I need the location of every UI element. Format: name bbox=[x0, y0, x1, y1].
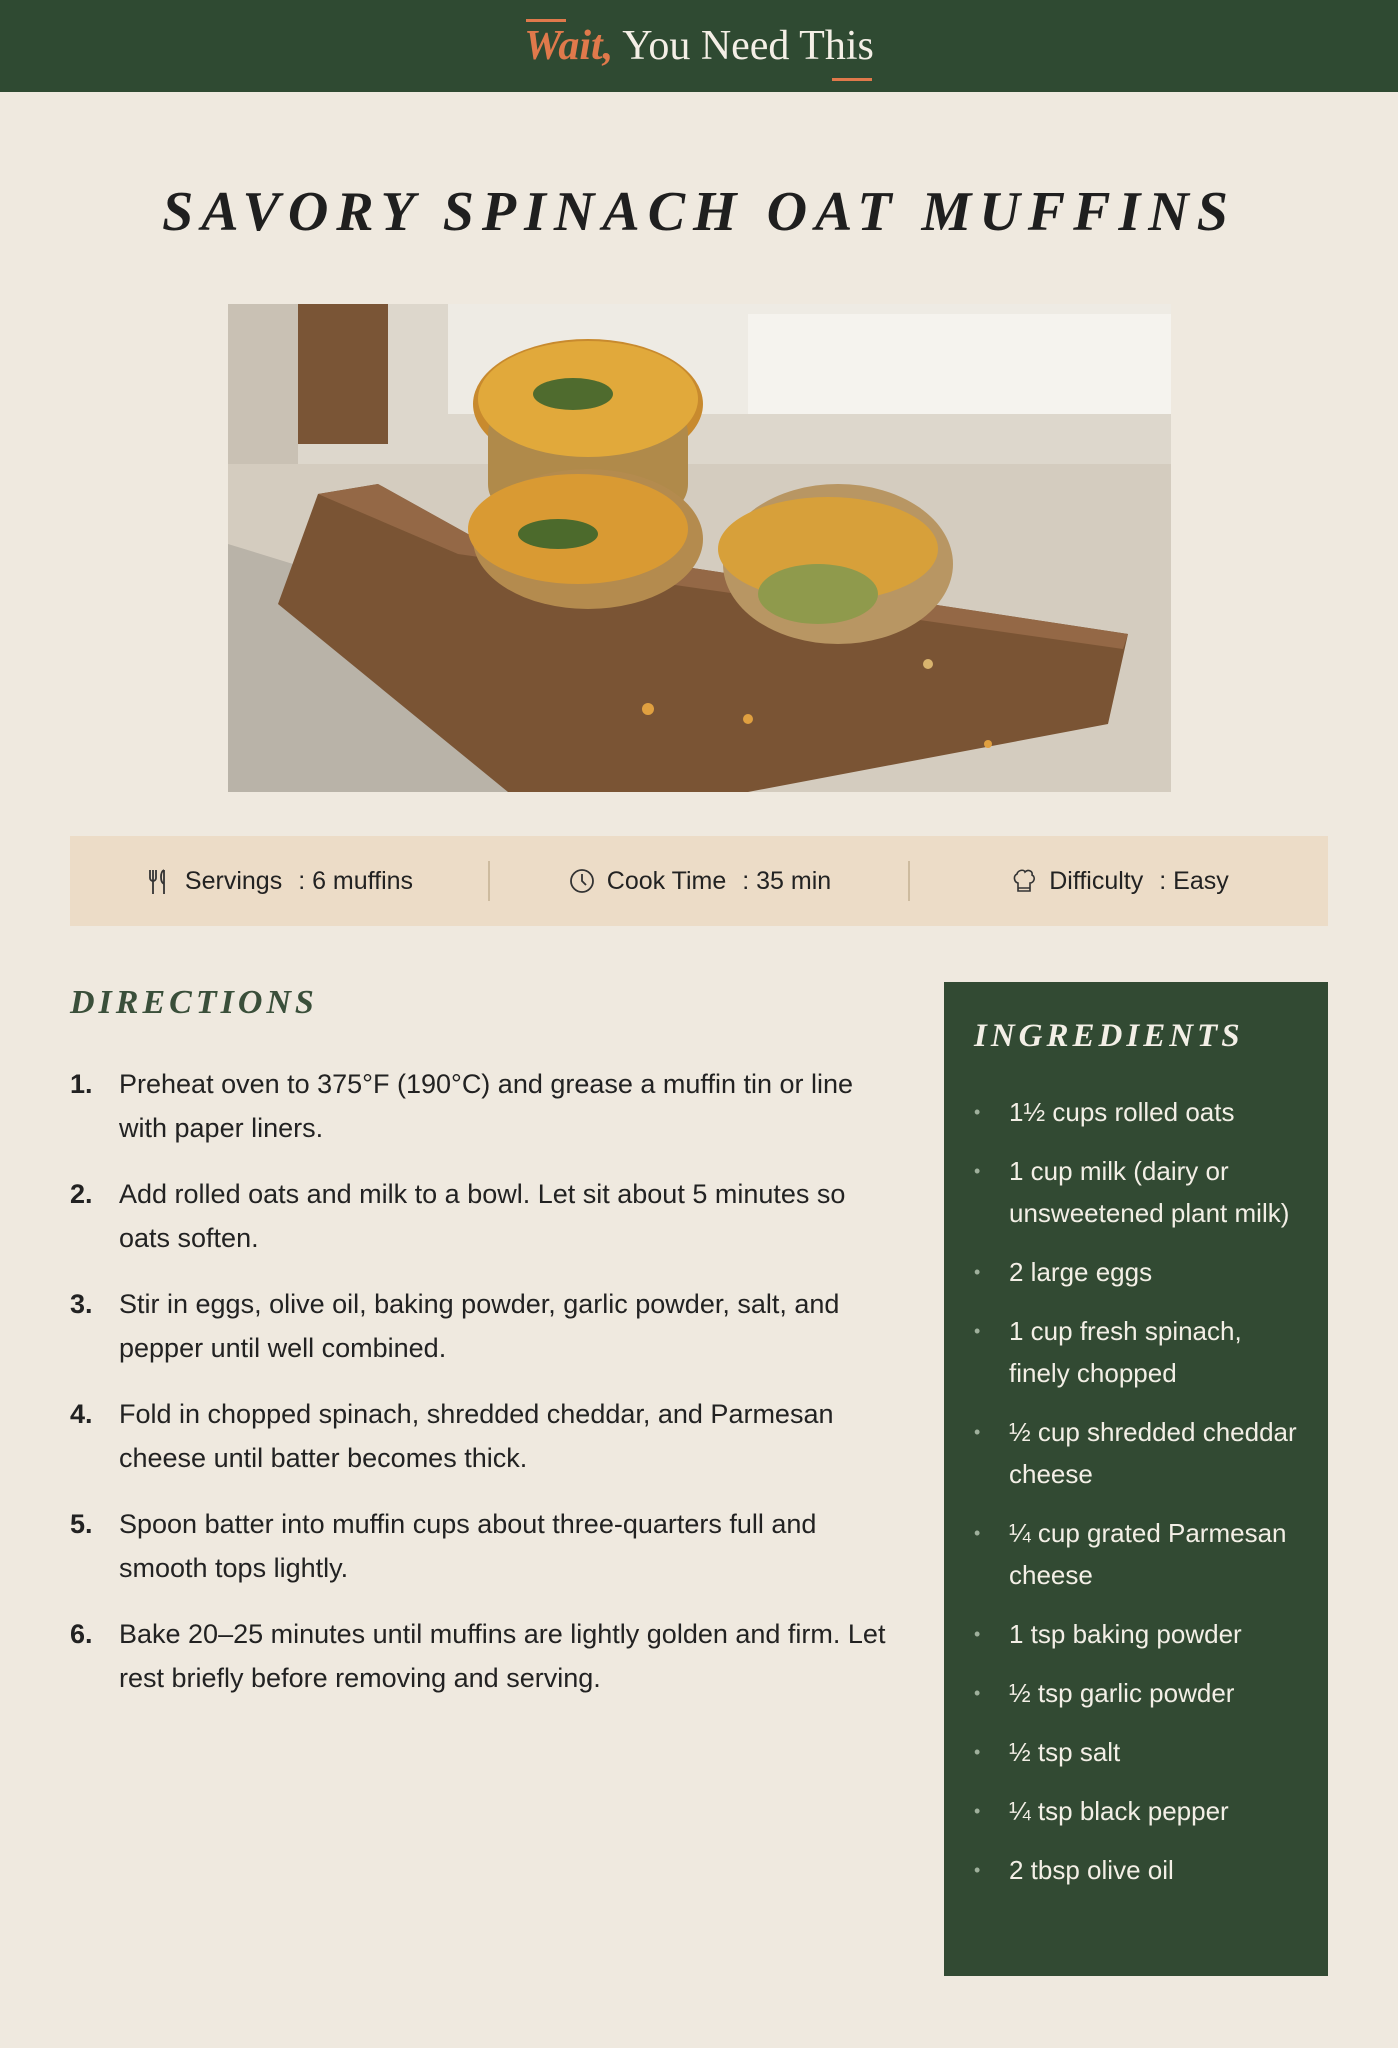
ingredients-heading: INGREDIENTS bbox=[974, 1018, 1244, 1054]
ingredient-item bbox=[974, 1310, 1298, 1394]
ingredients-panel bbox=[944, 982, 1328, 1976]
bullet-icon: • bbox=[974, 1102, 981, 1122]
step-text: Add rolled oats and milk to a bowl. Let sit about 5 minutes so oats soften. bbox=[119, 1179, 846, 1253]
step-number: 5. bbox=[70, 1509, 93, 1539]
bullet-icon: • bbox=[974, 1321, 981, 1341]
clock-icon bbox=[567, 866, 597, 896]
ingredient-item bbox=[974, 1613, 1298, 1655]
servings-label: Servings bbox=[184, 866, 283, 895]
ingredient-item bbox=[974, 1091, 1298, 1133]
direction-step bbox=[70, 1392, 900, 1480]
servings-info bbox=[70, 866, 488, 896]
step-text: Stir in eggs, olive oil, baking powder, garlic powder, salt, and pepper until well combined. bbox=[119, 1289, 840, 1363]
bullet-icon: • bbox=[974, 1161, 981, 1181]
chef-hat-icon bbox=[1009, 866, 1039, 896]
step-text: Fold in chopped spinach, shredded cheddar, and Parmesan cheese until batter becomes thick. bbox=[119, 1399, 834, 1473]
ingredient-text: 1 cup fresh spinach, finely chopped bbox=[1009, 1316, 1242, 1388]
recipe-meta-bar bbox=[70, 836, 1328, 926]
cook-time-label: Cook Time bbox=[606, 866, 727, 895]
ingredient-text: 1½ cups rolled oats bbox=[1009, 1097, 1235, 1127]
ingredient-item bbox=[974, 1512, 1298, 1596]
utensils-icon bbox=[145, 866, 175, 896]
cook-time-value: : 35 min bbox=[742, 866, 832, 895]
ingredient-item bbox=[974, 1672, 1298, 1714]
bullet-icon: • bbox=[974, 1683, 981, 1703]
brand-name: You Need This bbox=[622, 23, 874, 69]
step-number: 3. bbox=[70, 1289, 93, 1319]
difficulty-value: : Easy bbox=[1159, 866, 1229, 895]
directions-heading: DIRECTIONS bbox=[70, 984, 318, 1021]
bullet-icon: • bbox=[974, 1523, 981, 1543]
muffin-illustration bbox=[228, 304, 1171, 792]
direction-step bbox=[70, 1062, 900, 1150]
site-header bbox=[0, 0, 1398, 92]
recipe-photo bbox=[228, 304, 1171, 792]
ingredient-text: ¼ tsp black pepper bbox=[1009, 1796, 1229, 1826]
ingredient-item bbox=[974, 1790, 1298, 1832]
ingredients-list bbox=[974, 1091, 1298, 1891]
direction-step bbox=[70, 1612, 900, 1700]
servings-value: : 6 muffins bbox=[298, 866, 414, 895]
difficulty-info bbox=[910, 866, 1328, 896]
step-text: Spoon batter into muffin cups about three-quarters full and smooth tops lightly. bbox=[119, 1509, 817, 1583]
step-number: 1. bbox=[70, 1069, 93, 1099]
ingredient-item bbox=[974, 1731, 1298, 1773]
step-number: 4. bbox=[70, 1399, 93, 1429]
step-number: 6. bbox=[70, 1619, 93, 1649]
bullet-icon: • bbox=[974, 1801, 981, 1821]
site-logo[interactable] bbox=[524, 22, 874, 70]
ingredient-text: ½ cup shredded cheddar cheese bbox=[1009, 1417, 1297, 1489]
ingredient-item bbox=[974, 1251, 1298, 1293]
direction-step bbox=[70, 1502, 900, 1590]
bullet-icon: • bbox=[974, 1624, 981, 1644]
difficulty-label: Difficulty bbox=[1049, 866, 1144, 895]
ingredient-text: 2 tbsp olive oil bbox=[1009, 1855, 1174, 1885]
ingredient-item bbox=[974, 1849, 1298, 1891]
ingredient-text: 1 tsp baking powder bbox=[1009, 1619, 1242, 1649]
ingredient-text: ½ tsp salt bbox=[1009, 1737, 1121, 1767]
bullet-icon: • bbox=[974, 1262, 981, 1282]
step-text: Preheat oven to 375°F (190°C) and grease a muffin tin or line with paper liners. bbox=[119, 1069, 854, 1143]
directions-list bbox=[70, 1062, 900, 1722]
ingredient-text: 1 cup milk (dairy or unsweetened plant milk) bbox=[1009, 1156, 1290, 1228]
direction-step bbox=[70, 1172, 900, 1260]
ingredient-text: ¼ cup grated Parmesan cheese bbox=[1009, 1518, 1287, 1590]
step-number: 2. bbox=[70, 1179, 93, 1209]
bullet-icon: • bbox=[974, 1860, 981, 1880]
cook-time-info bbox=[490, 866, 908, 896]
ingredient-item bbox=[974, 1150, 1298, 1234]
ingredient-text: 2 large eggs bbox=[1009, 1257, 1153, 1287]
ingredient-text: ½ tsp garlic powder bbox=[1009, 1678, 1235, 1708]
bullet-icon: • bbox=[974, 1422, 981, 1442]
step-text: Bake 20–25 minutes until muffins are lightly golden and firm. Let rest briefly before removing and serving. bbox=[119, 1619, 886, 1693]
brand-accent: Wait, bbox=[524, 23, 614, 69]
ingredient-item bbox=[974, 1411, 1298, 1495]
recipe-title: SAVORY SPINACH OAT MUFFINS bbox=[162, 181, 1236, 243]
bullet-icon: • bbox=[974, 1742, 981, 1762]
direction-step bbox=[70, 1282, 900, 1370]
